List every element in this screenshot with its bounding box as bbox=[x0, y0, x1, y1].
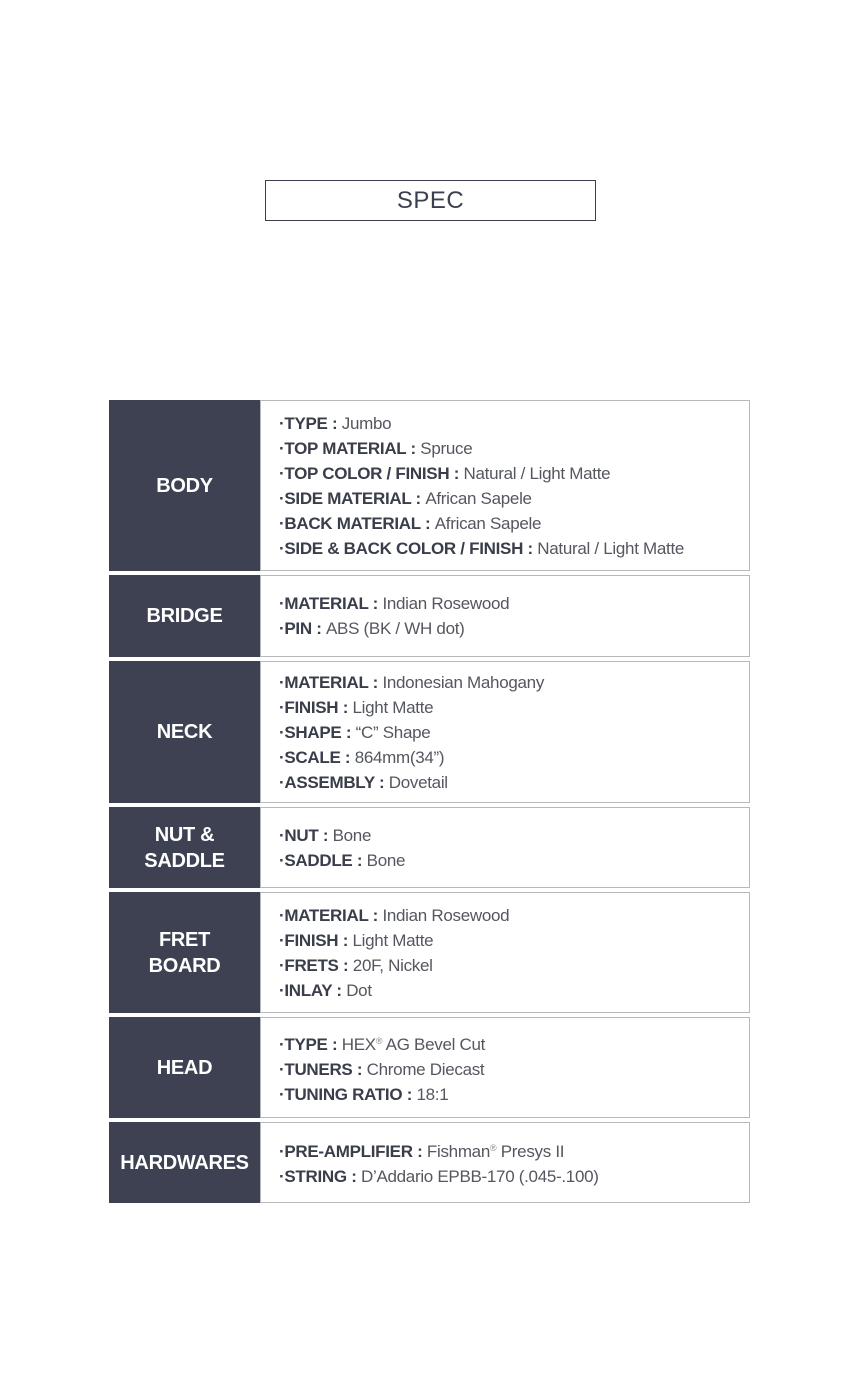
spec-item bbox=[279, 670, 749, 695]
spec-row-label bbox=[109, 892, 260, 1013]
spec-item-key: ·TOP COLOR / FINISH : bbox=[279, 463, 464, 483]
spec-row-label-line: BOARD bbox=[148, 954, 221, 977]
spec-row-label-line: FRET bbox=[158, 928, 211, 951]
spec-item-value-text: African Sapele bbox=[425, 488, 532, 508]
registered-mark: ® bbox=[375, 1035, 383, 1046]
spec-item-value bbox=[367, 851, 406, 870]
spec-item bbox=[279, 928, 749, 953]
spec-row-label-line: SADDLE bbox=[144, 849, 225, 872]
spec-item-value bbox=[367, 1060, 485, 1079]
spec-row-label bbox=[109, 400, 260, 571]
spec-item bbox=[279, 953, 749, 978]
spec-item bbox=[279, 486, 749, 511]
page-title: SPEC bbox=[265, 180, 596, 221]
spec-item bbox=[279, 591, 749, 616]
spec-item-value-text: 18:1 bbox=[416, 1084, 449, 1104]
spec-item-key: ·BACK MATERIAL : bbox=[279, 513, 435, 533]
spec-item-key: ·TYPE : bbox=[279, 413, 342, 433]
spec-item-value bbox=[342, 1035, 485, 1054]
spec-item-key: ·SHAPE : bbox=[279, 722, 356, 742]
spec-item bbox=[279, 411, 749, 436]
spec-table bbox=[109, 400, 750, 1207]
spec-item-key: ·PRE-AMPLIFIER : bbox=[279, 1142, 427, 1161]
spec-item-value-text: Fishman bbox=[426, 1142, 490, 1161]
spec-item-value bbox=[420, 439, 472, 458]
spec-item-value-suffix: Presys II bbox=[496, 1142, 565, 1161]
spec-item-value bbox=[353, 931, 434, 950]
spec-item-value-text: Jumbo bbox=[341, 413, 392, 433]
spec-row-label bbox=[109, 1017, 260, 1118]
spec-item-key: ·MATERIAL : bbox=[279, 594, 383, 613]
spec-item-key: ·NUT : bbox=[279, 825, 333, 845]
spec-item-value-text: “C” Shape bbox=[355, 722, 431, 742]
spec-item bbox=[279, 1082, 749, 1107]
spec-item bbox=[279, 720, 749, 745]
spec-item-value bbox=[427, 1142, 564, 1161]
registered-mark: ® bbox=[490, 1143, 497, 1153]
spec-item-key: ·TUNERS : bbox=[279, 1059, 367, 1079]
spec-item-value bbox=[435, 514, 541, 533]
spec-item-key: ·FINISH : bbox=[279, 697, 353, 717]
spec-item-value-text: Chrome Diecast bbox=[366, 1059, 485, 1079]
spec-row-label-line: NUT & bbox=[154, 823, 215, 846]
spec-item-key: ·SADDLE : bbox=[279, 850, 367, 870]
spec-item bbox=[279, 616, 749, 641]
spec-item-value-text: 20F, Nickel bbox=[352, 955, 433, 975]
spec-row-label-line: HARDWARES bbox=[120, 1151, 249, 1174]
spec-row-content bbox=[260, 661, 750, 803]
spec-item bbox=[279, 461, 749, 486]
spec-item-value bbox=[425, 489, 531, 508]
spec-item-value-text: D’Addario EPBB-170 (.045-.100) bbox=[361, 1167, 599, 1186]
spec-row-label-line: HEAD bbox=[156, 1056, 213, 1079]
spec-item-key: ·FRETS : bbox=[279, 955, 353, 975]
spec-item-key: ·TOP MATERIAL : bbox=[279, 438, 421, 458]
spec-row-label bbox=[109, 575, 260, 657]
spec-row bbox=[109, 400, 750, 571]
spec-item-key: ·MATERIAL : bbox=[279, 672, 383, 692]
spec-item bbox=[279, 436, 749, 461]
spec-row-content bbox=[260, 1017, 750, 1118]
spec-item-value-suffix: AG Bevel Cut bbox=[382, 1034, 486, 1054]
spec-item-value bbox=[464, 464, 611, 483]
spec-row-label-line: BRIDGE bbox=[146, 605, 223, 627]
spec-item-value bbox=[355, 748, 445, 767]
spec-item-value-text: African Sapele bbox=[434, 513, 542, 533]
spec-item-value-text: Indian Rosewood bbox=[382, 905, 510, 925]
spec-row bbox=[109, 661, 750, 803]
spec-item bbox=[279, 1057, 749, 1082]
spec-item-value bbox=[346, 981, 372, 1000]
spec-item-value bbox=[353, 956, 433, 975]
spec-item-value-text: Light Matte bbox=[352, 930, 434, 950]
spec-item bbox=[279, 823, 749, 848]
spec-item-value-text: Natural / Light Matte bbox=[463, 463, 611, 483]
spec-item bbox=[279, 745, 749, 770]
spec-row-content bbox=[260, 807, 750, 888]
spec-item-value bbox=[326, 619, 465, 638]
spec-item bbox=[279, 1029, 749, 1057]
spec-item bbox=[279, 903, 749, 928]
spec-item-key: ·TYPE : bbox=[279, 1034, 342, 1054]
spec-item-value-text: 864mm(34”) bbox=[354, 747, 445, 767]
spec-item bbox=[279, 695, 749, 720]
spec-item-value-text: HEX bbox=[341, 1034, 376, 1054]
spec-item-key: ·FINISH : bbox=[279, 930, 353, 950]
spec-row-content bbox=[260, 575, 750, 657]
spec-item-value-text: Bone bbox=[332, 825, 372, 845]
spec-item-key: ·STRING : bbox=[279, 1167, 361, 1186]
spec-item-key: ·SCALE : bbox=[279, 747, 355, 767]
spec-item-value-text: Indonesian Mahogany bbox=[382, 672, 545, 692]
spec-item-value-text: Dovetail bbox=[388, 772, 448, 792]
spec-row bbox=[109, 807, 750, 888]
spec-row-label bbox=[109, 1122, 260, 1203]
spec-item-value bbox=[342, 414, 392, 433]
spec-item-key: ·SIDE & BACK COLOR / FINISH : bbox=[279, 538, 538, 558]
spec-row-label bbox=[109, 807, 260, 888]
spec-item-value bbox=[356, 723, 431, 742]
spec-item bbox=[279, 770, 749, 795]
spec-row bbox=[109, 1017, 750, 1118]
spec-item-value bbox=[416, 1085, 448, 1104]
spec-row-label-line: BODY bbox=[156, 474, 213, 497]
spec-item-value-text: ABS (BK / WH dot) bbox=[326, 619, 465, 638]
spec-item bbox=[279, 536, 749, 561]
spec-row bbox=[109, 575, 750, 657]
spec-item-value bbox=[333, 826, 372, 845]
spec-item-value bbox=[361, 1167, 599, 1186]
spec-item bbox=[279, 511, 749, 536]
spec-item-value-text: Bone bbox=[366, 850, 406, 870]
spec-item-value-text: Light Matte bbox=[352, 697, 434, 717]
spec-item-value-text: Spruce bbox=[420, 438, 473, 458]
spec-item-key: ·MATERIAL : bbox=[279, 905, 383, 925]
spec-item-key: ·TUNING RATIO : bbox=[279, 1084, 417, 1104]
spec-item-value bbox=[382, 594, 509, 613]
spec-item bbox=[279, 1164, 749, 1189]
spec-row-label bbox=[109, 661, 260, 803]
spec-row-content bbox=[260, 1122, 750, 1203]
spec-item bbox=[279, 978, 749, 1003]
spec-item-value bbox=[382, 673, 544, 692]
spec-item-value bbox=[389, 773, 448, 792]
spec-item-value bbox=[382, 906, 509, 925]
spec-item-value-text: Dot bbox=[346, 980, 372, 1000]
spec-item bbox=[279, 848, 749, 873]
spec-row-label-line: NECK bbox=[156, 721, 213, 743]
spec-row-content bbox=[260, 892, 750, 1013]
spec-item-key: ·ASSEMBLY : bbox=[279, 772, 389, 792]
spec-item-key: ·SIDE MATERIAL : bbox=[279, 488, 426, 508]
spec-row bbox=[109, 892, 750, 1013]
spec-item bbox=[279, 1136, 749, 1164]
spec-item-value bbox=[353, 698, 434, 717]
spec-row-content bbox=[260, 400, 750, 571]
spec-row bbox=[109, 1122, 750, 1203]
spec-item-key: ·PIN : bbox=[279, 619, 327, 638]
spec-item-value-text: Natural / Light Matte bbox=[537, 538, 685, 558]
spec-item-value bbox=[537, 539, 684, 558]
spec-item-key: ·INLAY : bbox=[279, 980, 347, 1000]
spec-item-value-text: Indian Rosewood bbox=[382, 594, 510, 613]
